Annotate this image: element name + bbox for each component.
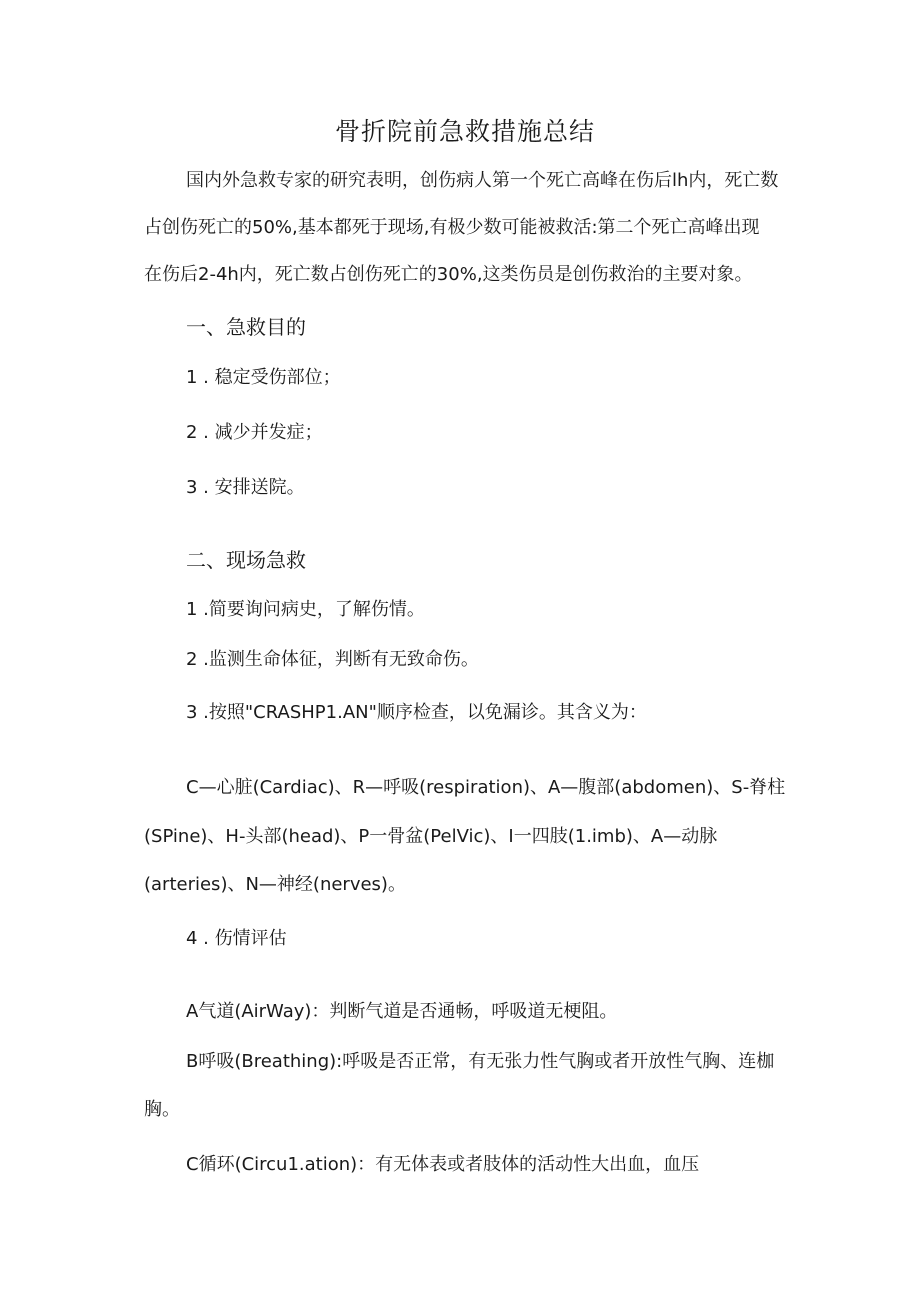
assessment-breathing-cont: 胸。	[144, 1099, 180, 1120]
document-title: 骨折院前急救措施总结	[334, 117, 595, 146]
crash-line-2: (SPine)、H-头部(head)、P一骨盆(PelVic)、I一四肢(1.imb)、A—动脉	[144, 826, 718, 847]
intro-line-1: 国内外急救专家的研究表明，创伤病人第一个死亡高峰在伤后lh内，死亡数	[186, 170, 779, 191]
assessment-breathing: B呼吸(Breathing):呼吸是否正常，有无张力性气胸或者开放性气胸、连枷	[186, 1051, 775, 1072]
purpose-item-2: 2 . 减少并发症；	[186, 422, 323, 443]
intro-line-2: 占创伤死亡的50%,基本都死于现场,有极少数可能被救活:第二个死亡高峰出现	[144, 217, 760, 238]
intro-line-3: 在伤后2-4h内，死亡数占创伤死亡的30%,这类伤员是创伤救治的主要对象。	[144, 264, 753, 285]
section-heading-onsite: 二、现场急救	[186, 548, 306, 572]
crash-line-1: C—心脏(Cardiac)、R—呼吸(respiration)、A—腹部(abdomen)、S-脊柱	[186, 777, 786, 798]
onsite-item-4: 4 . 伤情评估	[186, 928, 287, 949]
onsite-item-3: 3 .按照"CRASHP1.AN"顺序检查，以免漏诊。其含义为：	[186, 702, 647, 723]
purpose-item-1: 1 . 稳定受伤部位；	[186, 367, 341, 388]
purpose-item-3: 3 . 安排送院。	[186, 477, 305, 498]
assessment-airway: A气道(AirWay)：判断气道是否通畅，呼吸道无梗阻。	[186, 1001, 618, 1022]
crash-line-3: (arteries)、N—神经(nerves)。	[144, 874, 406, 895]
section-heading-purpose: 一、急救目的	[186, 315, 306, 339]
onsite-item-1: 1 .简要询问病史，了解伤情。	[186, 599, 425, 620]
assessment-circulation: C循环(Circu1.ation)：有无体表或者肢体的活动性大出血，血压	[186, 1154, 700, 1175]
onsite-item-2: 2 .监测生命体征，判断有无致命伤。	[186, 649, 479, 670]
